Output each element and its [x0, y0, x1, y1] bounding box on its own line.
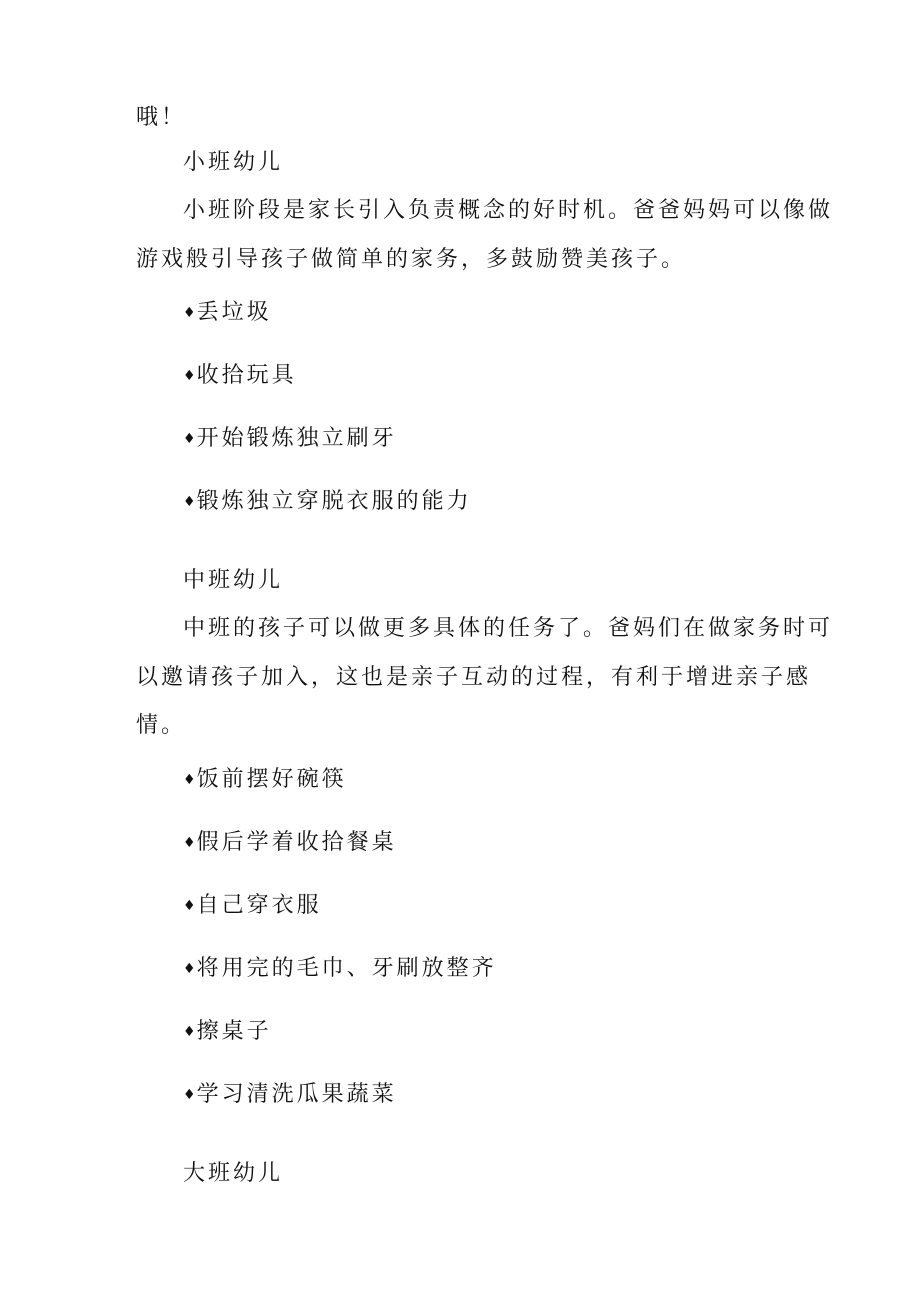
middle-class-item: ♦ 擦桌子 [183, 1017, 272, 1049]
small-class-paragraph-line-1: 小班阶段是家长引入负责概念的好时机。爸爸妈妈可以像做 [183, 198, 834, 223]
middle-class-paragraph-line-3: 情。 [136, 713, 187, 738]
middle-class-heading: 中班幼儿 [183, 568, 284, 593]
small-class-paragraph-line-2: 游戏般引导孩子做简单的家务，多鼓励赞美孩子。 [136, 247, 687, 272]
large-class-heading: 大班幼儿 [183, 1161, 284, 1186]
intro-tail-text: 哦！ [136, 105, 187, 130]
middle-class-item: ♦ 学习清洗瓜果蔬菜 [183, 1080, 397, 1112]
middle-class-item: ♦ 自己穿衣服 [183, 891, 322, 923]
small-class-item: ♦ 收拾玩具 [183, 361, 297, 393]
small-class-item: ♦ 开始锻炼独立刷牙 [183, 424, 397, 456]
middle-class-item: ♦ 饭前摆好碗筷 [183, 765, 347, 797]
middle-class-item: ♦ 将用完的毛巾、牙刷放整齐 [183, 954, 497, 986]
middle-class-paragraph-line-2: 以邀请孩子加入，这也是亲子互动的过程，有利于增进亲子感 [136, 665, 812, 690]
small-class-item: ♦ 锻炼独立穿脱衣服的能力 [183, 487, 472, 519]
small-class-heading: 小班幼儿 [183, 150, 284, 175]
middle-class-paragraph-line-1: 中班的孩子可以做更多具体的任务了。爸妈们在做家务时可 [183, 616, 834, 641]
middle-class-item: ♦ 假后学着收拾餐桌 [183, 828, 397, 860]
small-class-item: ♦ 丢垃圾 [183, 298, 272, 330]
